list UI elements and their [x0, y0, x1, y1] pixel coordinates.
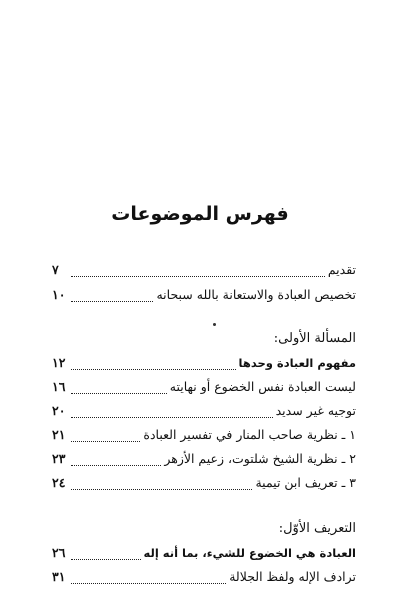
- toc-entry-title: تقديم: [327, 262, 356, 277]
- toc-entry-page: ٢١: [52, 427, 66, 442]
- toc-entry-page: ٢٤: [52, 475, 66, 490]
- toc-entry-page: ١٠: [52, 287, 66, 302]
- toc-entry-page: ١٢: [52, 355, 66, 370]
- toc-entry: [52, 427, 356, 445]
- dot-leader: [71, 488, 252, 490]
- toc-entry-page: ٢٣: [52, 451, 66, 466]
- section-heading: التعريف الأوّل:: [278, 521, 356, 536]
- dot-leader: [71, 582, 226, 584]
- toc-entry: [52, 403, 356, 421]
- stray-dot: [213, 323, 216, 326]
- dot-leader: [71, 300, 153, 302]
- toc-entry-title: توجيه غير سديد: [275, 403, 356, 418]
- dot-leader: [71, 392, 167, 394]
- toc-entry: [52, 451, 356, 469]
- dot-leader: [71, 440, 140, 442]
- toc-entry-page: ٣١: [52, 569, 66, 584]
- toc-entry-title: ١ ـ نظرية صاحب المنار في تفسير العبادة: [143, 427, 356, 442]
- toc-entry-title: ٢ ـ نظرية الشيخ شلتوت، زعيم الأزهر: [164, 451, 356, 466]
- toc-entry: [52, 287, 356, 305]
- toc-title: فهرس الموضوعات: [111, 203, 289, 225]
- toc-entry-title: تخصيص العبادة والاستعانة بالله سبحانه: [156, 287, 356, 302]
- dot-leader: [71, 416, 273, 418]
- toc-entry-title: ترادف الإله ولفظ الجلالة: [229, 569, 356, 584]
- dot-leader: [71, 558, 141, 560]
- toc-entry-title: العبادة هي الخضوع للشيء، بما أنه إله: [143, 546, 356, 560]
- toc-entry: [52, 569, 356, 587]
- toc-entry-title: ٣ ـ تعريف ابن تيمية: [255, 475, 356, 490]
- toc-entry-title: مفهوم العبادة وحدها: [238, 356, 356, 370]
- toc-entry-page: ٧: [52, 262, 59, 277]
- dot-leader: [71, 464, 161, 466]
- toc-entry-title: ليست العبادة نفس الخضوع أو نهايته: [169, 379, 356, 394]
- section-heading: المسألة الأولى:: [273, 331, 356, 346]
- toc-entry: [52, 475, 356, 493]
- dot-leader: [71, 275, 325, 277]
- dot-leader: [71, 368, 236, 370]
- toc-entry-page: ٢٦: [52, 545, 66, 560]
- toc-entry-page: ٢٠: [52, 403, 66, 418]
- toc-entry: [52, 379, 356, 397]
- toc-entry: [52, 545, 356, 563]
- toc-entry: [52, 355, 356, 373]
- toc-entry: [52, 262, 356, 280]
- toc-entry-page: ١٦: [52, 379, 66, 394]
